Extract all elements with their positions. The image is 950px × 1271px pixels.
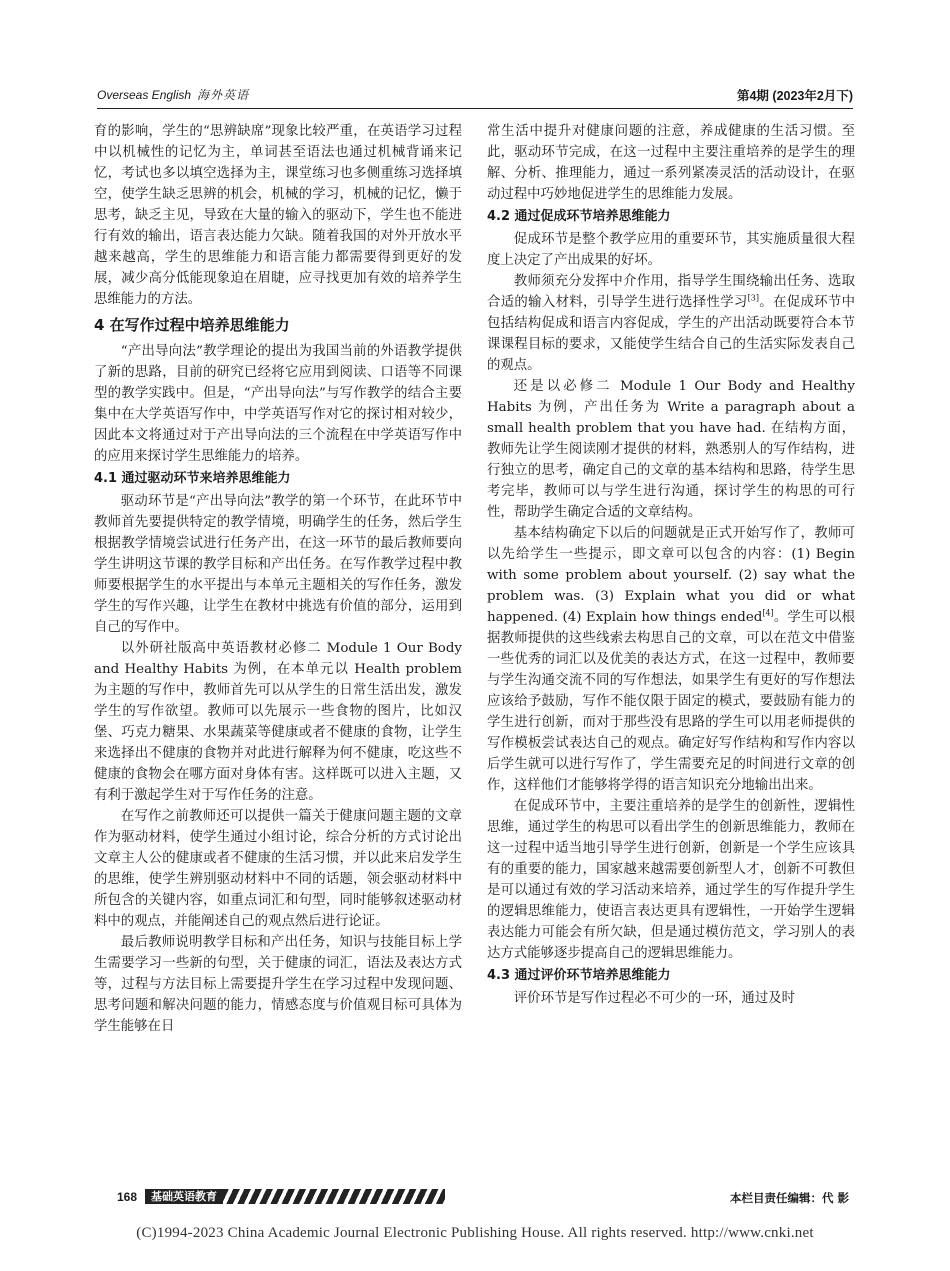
paragraph: 最后教师说明教学目标和产出任务，知识与技能目标上学生需要学习一些新的句型，关于健康的词汇，语法及表达方式等，过程与方法目标上需要提升学生在学习过程中发现问题、思考问题和解决问题的能力，情感态度与价值观目标可具体为学生能够在日 (94, 935, 462, 1034)
paragraph: 以外研社版高中英语教材必修二 Module 1 Our Body and Healthy Habits 为例，在本单元以 Health problem 为主题的写作中，教师首先可以从学生的日常生活出发，激发学生的写作欲望。教师可以先展示一些食物的图片，比如汉堡、巧克力糖果、水果蔬菜等健康或者不健康的食物，让学生来选择出不健康的食物并对此进行解释为何不健康，吃这些不健康的食物会在哪方面对身体有害。这样既可以进入主题，又有利于激起学生对于写作任务的注意。 (94, 641, 462, 803)
paragraph: 还是以必修二 Module 1 Our Body and Healthy Habits 为例，产出任务为 Write a paragraph about a small health problem that you have had. 在结构方面，教师先让学生阅读刚才提供的材料，熟悉别人的写作结构，进行独立的思考，确定自己的文章的基本结构和思路，待学生思考完毕，教师可以与学生进行沟通，探讨学生的构思的可行性，帮助学生确定合适的文章结构。 (487, 379, 855, 520)
journal-name-en: Overseas English (97, 88, 192, 102)
journal-name-cn: 海外英语 (197, 88, 250, 102)
left-column (94, 121, 462, 1037)
paragraph: 在写作之前教师还可以提供一篇关于健康问题主题的文章作为驱动材料，使学生通过小组讨论，综合分析的方式讨论出文章主人公的健康或者不健康的生活习惯，并以此来启发学生的思维，使学生辨别驱动材料中不同的话题，领会驱动材料中所包含的关键内容，如重点词汇和句型，同时能够叙述驱动材料中的观点，并能阐述自己的观点然后进行论证。 (94, 809, 462, 929)
issue-info: 第4期 (2023年2月下) (736, 89, 853, 103)
paragraph: 育的影响，学生的“思辨缺席”现象比较严重，在英语学习过程中以机械性的记忆为主，单词甚至语法也通过机械背诵来记忆，考试也多以填空选择为主，课堂练习也多侧重练习选择填空，使学生缺乏思辨的机会，机械的学习，机械的记忆，懒于思考，缺乏主见，导致在大量的输入的驱动下，学生也不能进行有效的输出，语言表达能力欠缺。随着我国的对外开放水平越来越高，学生的思维能力和语言能力都需要得到更好的发展，减少高分低能现象迫在眉睫，应寻找更加有效的培养学生思维能力的方法。 (94, 124, 462, 307)
paragraph: 评价环节是写作过程必不可少的一环，通过及时 (513, 991, 795, 1006)
page-footer (97, 1185, 853, 1209)
subsection-heading-4-1: 4.1 通过驱动环节来培养思维能力 (94, 471, 291, 486)
copyright-line: (C)1994-2023 China Academic Journal Electronic Publishing House. All rights reserved. http://www.cnki.net (136, 1225, 814, 1241)
column-name: 基础英语教育 (145, 1189, 223, 1204)
paragraph-text: 教师须充分发挥中介作用，指导学生围绕输出任务、选取合适的输入材料，引导学生进行选择性学习 (487, 274, 855, 310)
footer-stripe-band (145, 1189, 445, 1204)
citation-ref: [3] (747, 293, 759, 303)
journal-name (97, 86, 249, 103)
column-editor: 本栏目责任编辑：代 影 (729, 1191, 849, 1205)
paragraph: 驱动环节是“产出导向法”教学的第一个环节，在此环节中教师首先要提供特定的教学情境，明确学生的任务，然后学生根据教学情境尝试进行任务产出，在这一环节的最后教师要向学生讲明这节课的教学目标和产出任务。在写作教学过程中教师要根据学生的水平提出与本单元主题相关的写作任务，激发学生的写作兴趣，让学生在教材中挑选有价值的部分，运用到自己的写作中。 (94, 494, 462, 635)
paragraph-text: 。学生可以根据教师提供的这些线索去构思自己的文章，可以在范文中借鉴一些优秀的词汇以及优美的表达方式，在这一过程中，教师要与学生沟通交流不同的写作想法，如果学生有更好的写作想法应该给予鼓励，写作不能仅限于固定的模式，要鼓励有能力的学生进行创新，而对于那些没有思路的学生可以用老师提供的写作模板尝试表达自己的观点。确定好写作结构和写作内容以后学生就可以进行写作了，学生需要充足的时间进行文章的创作，这样他们才能够将学得的语言知识充分地输出出来。 (487, 610, 856, 793)
citation-ref: [4] (762, 608, 774, 618)
paragraph: 促成环节是整个教学应用的重要环节，其实施质量很大程度上决定了产出成果的好坏。 (487, 232, 855, 268)
running-header (97, 86, 853, 106)
paragraph-text: 。在促成环节中包括结构促成和语言内容促成，学生的产出活动既要符合本节课课程目标的要求，又能使学生结合自己的生活实际发表自己的观点。 (487, 295, 856, 373)
paragraph: 常生活中提升对健康问题的注意，养成健康的生活习惯。至此，驱动环节完成，在这一过程中主要注重培养的是学生的理解、分析、推理能力，通过一系列紧凑灵活的活动设计，在驱动过程中巧妙地促进学生的思维能力发展。 (487, 124, 855, 202)
page-number: 168 (117, 1190, 138, 1204)
paragraph-text: 基本结构确定下以后的问题就是正式开始写作了，教师可以先给学生一些提示，即文章可以包含的内容：(1) Begin with some problem about yourself. (2) say what the problem was. (3) Explain what you did or what happened. (4) Explain how things ended (487, 526, 855, 625)
paragraph: “产出导向法”教学理论的提出为我国当前的外语教学提供了新的思路，目前的研究已经将它应用到阅读、口语等不同课型的教学实践中。但是，“产出导向法”与写作教学的结合主要集中在大学英语写作中，中学英语写作对它的探讨相对较少，因此本文将通过对于产出导向法的三个流程在中学英语写作中的应用来探讨学生思维能力的培养。 (94, 344, 462, 464)
paragraph (487, 271, 855, 376)
paragraph: 在促成环节中，主要注重培养的是学生的创新性，逻辑性思维，通过学生的构思可以看出学生的创新思维能力，教师在这一过程中适当地引导学生进行创新，创新是一个学生应该具有的重要的能力，国家越来越需要创新型人才，创新不可教但是可以通过有效的学习活动来培养，通过学生的写作提升学生的逻辑思维能力，使语言表达更具有逻辑性，一开始学生逻辑表达能力可能会有所欠缺，但是通过模仿范文，学习别人的表达方式能够逐步提高自己的逻辑思维能力。 (487, 799, 855, 961)
section-heading-4: 4 在写作过程中培养思维能力 (94, 316, 290, 334)
subsection-heading-4-3: 4.3 通过评价环节培养思维能力 (487, 968, 671, 983)
subsection-heading-4-2: 4.2 通过促成环节培养思维能力 (487, 209, 671, 224)
header-rule (97, 108, 853, 109)
right-column (487, 121, 855, 1009)
paragraph (487, 523, 855, 796)
